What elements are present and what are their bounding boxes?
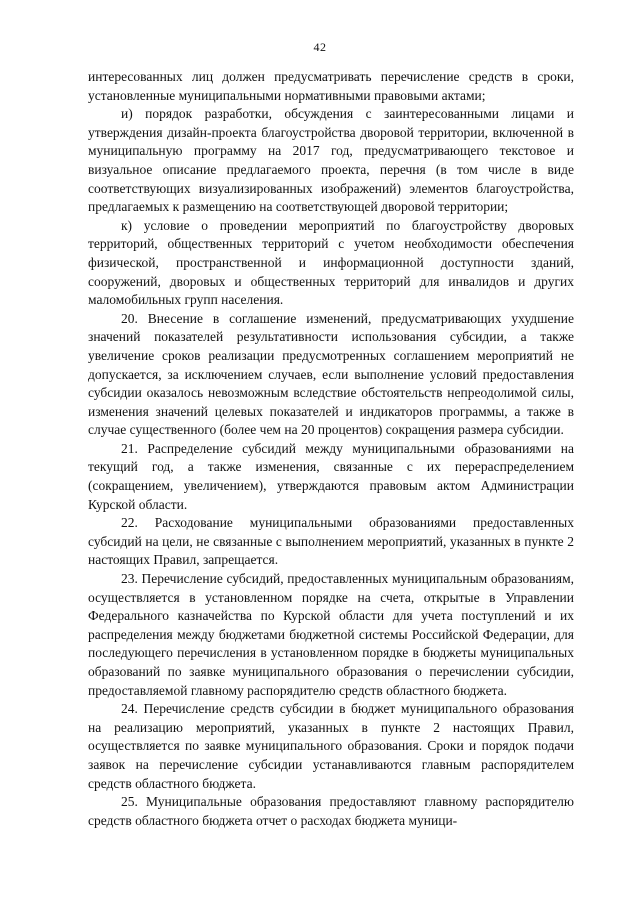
page-number: 42	[313, 40, 327, 54]
paragraph-24: 24. Перечисление средств субсидии в бюджет муниципального образования на реализацию мероприятий, указанных в пункте 2 настоящих Правил, осуществляется по заявке муниципального образования. Сроки и порядок подачи заявок на перечисление субсидии устанавливаются главным распорядителем средств областного бюджета.	[88, 701, 574, 791]
paragraph-25: 25. Муниципальные образования предоставляют главному распорядителю средств областного бюджета отчет о расходах бюджета муници-	[88, 794, 574, 828]
paragraph-item-k: к) условие о проведении мероприятий по благоустройству дворовых территорий, общественных территорий с учетом необходимости обеспечения физической, пространственной и информационной доступности зданий, сооружений, дворовых и общественных территорий для инвалидов и других маломобильных групп населения.	[88, 217, 574, 308]
paragraph-item-i: и) порядок разработки, обсуждения с заинтересованными лицами и утверждения дизайн-проекта благоустройства дворовой территории, включенной в муниципальную программу на 2017 год, предусматривающего текстовое и визуальное описание предлагаемого проекта, перечня (в том числе в виде соответствующих визуализированных изображений) элементов благоустройства, предлагаемых к размещению на соответствующей дворовой территории;	[88, 106, 574, 215]
paragraph-23: 23. Перечисление субсидий, предоставленных муниципальным образованиям, осуществляется в установленном порядке на счета, открытые в Управлении Федерального казначейства по Курской области для учета поступлений и их распределения между бюджетами бюджетной системы Российской Федерации, для последующего перечисления в установленном порядке в бюджеты муниципальных образований по заявке муниципального образования о перечислении субсидии, предоставляемой главному распорядителю средств областного бюджета.	[88, 571, 574, 698]
document-body	[88, 68, 574, 830]
paragraph-22: 22. Расходование муниципальными образованиями предоставленных субсидий на цели, не связанные с выполнением мероприятий, указанных в пункте 2 настоящих Правил, запрещается.	[88, 515, 574, 568]
paragraph-20: 20. Внесение в соглашение изменений, предусматривающих ухудшение значений показателей результативности использования субсидии, а также увеличение сроков реализации предусмотренных соглашением мероприятий не допускается, за исключением случаев, если выполнение условий предоставления субсидии оказалось невозможным вследствие обстоятельств непреодолимой силы, изменения значений целевых показателей и индикаторов программы, а также в случае существенного (более чем на 20 процентов) сокращения размера субсидии.	[88, 310, 574, 438]
paragraph-continuation: интересованных лиц должен предусматривать перечисление средств в сроки, установленные муниципальными нормативными правовыми актами;	[88, 69, 574, 103]
paragraph-21: 21. Распределение субсидий между муниципальными образованиями на текущий год, а также изменения, связанные с их перераспределением (сокращением, увеличением), утверждаются правовым актом Администрации Курской области.	[88, 440, 574, 512]
